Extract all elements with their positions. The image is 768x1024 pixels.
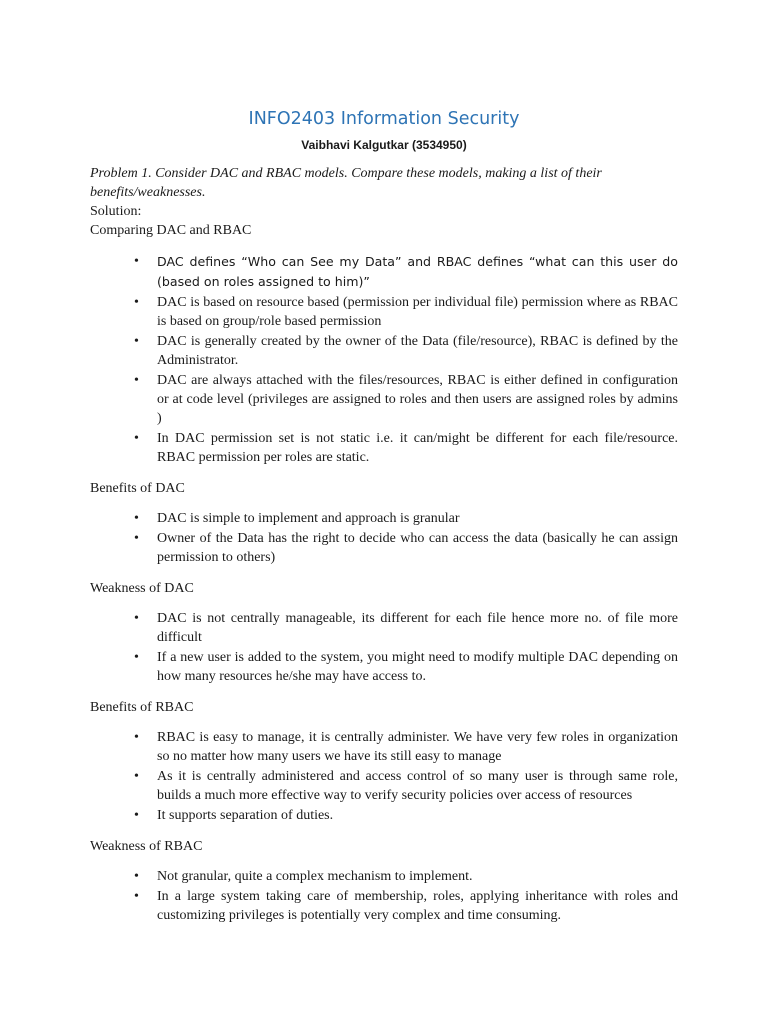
bullet-icon: •: [134, 531, 139, 546]
list-item-text: In DAC permission set is not static i.e. it can/might be different for each file/resource. RBAC permission per roles are static.: [157, 431, 678, 465]
bullet-icon: •: [134, 295, 139, 310]
document-title: INFO2403 Information Security: [248, 109, 520, 129]
list-item-text: If a new user is added to the system, you might need to modify multiple DAC depending on how many resources he/she may have access to.: [157, 650, 678, 684]
list-item-text: DAC is not centrally manageable, its different for each file hence more no. of file more difficult: [157, 611, 678, 645]
comparing-list: [90, 252, 678, 467]
spacer: [90, 498, 678, 509]
list-item: [90, 293, 678, 331]
list-item-text: RBAC is easy to manage, it is centrally administer. We have very few roles in organization so no matter how many users we have its still easy to manage: [157, 730, 678, 764]
list-item-text: DAC are always attached with the files/resources, RBAC is either defined in configuration or at code level (privileges are assigned to roles and then users are assigned roles by admins ): [157, 373, 678, 426]
weakness-rbac-list: [90, 867, 678, 925]
spacer: [90, 717, 678, 728]
list-item-text: In a large system taking care of membership, roles, applying inheritance with roles and customizing privileges is potentially very complex and time consuming.: [157, 889, 678, 923]
bullet-icon: •: [134, 511, 139, 526]
problem-statement: Problem 1. Consider DAC and RBAC models. Compare these models, making a list of their benefits/weaknesses.: [90, 166, 602, 200]
benefits-dac-list: [90, 509, 678, 567]
benefits-rbac-heading: Benefits of RBAC: [90, 700, 194, 715]
spacer: [90, 856, 678, 867]
bullet-icon: •: [134, 869, 139, 884]
list-item: [90, 252, 678, 292]
list-item: [90, 767, 678, 805]
weakness-dac-heading: Weakness of DAC: [90, 581, 194, 596]
list-item: [90, 728, 678, 766]
list-item: [90, 867, 678, 886]
spacer: [90, 687, 678, 698]
list-item: [90, 609, 678, 647]
weakness-dac-list: [90, 609, 678, 686]
bullet-icon: •: [134, 730, 139, 745]
list-item-text: DAC is based on resource based (permission per individual file) permission where as RBAC is based on group/role based permission: [157, 295, 678, 329]
list-item-text: DAC is simple to implement and approach is granular: [157, 511, 460, 526]
list-item-text: Owner of the Data has the right to decide who can access the data (basically he can assign permission to others): [157, 531, 678, 565]
bullet-icon: •: [134, 373, 139, 388]
bullet-icon: •: [134, 431, 139, 446]
list-item-text: DAC defines “Who can See my Data” and RBAC defines “what can this user do (based on roles assigned to him)”: [157, 254, 678, 289]
list-item: [90, 509, 678, 528]
bullet-icon: •: [134, 334, 139, 349]
spacer: [90, 468, 678, 479]
spacer: [90, 240, 678, 252]
bullet-icon: •: [134, 889, 139, 904]
list-item: [90, 648, 678, 686]
bullet-icon: •: [134, 611, 139, 626]
solution-label: Solution:: [90, 204, 142, 219]
list-item: [90, 429, 678, 467]
list-item: [90, 332, 678, 370]
bullet-icon: •: [134, 769, 139, 784]
benefits-dac-heading: Benefits of DAC: [90, 481, 185, 496]
spacer: [90, 568, 678, 579]
comparing-heading: Comparing DAC and RBAC: [90, 223, 252, 238]
list-item: [90, 887, 678, 925]
weakness-rbac-heading: Weakness of RBAC: [90, 839, 203, 854]
spacer: [90, 826, 678, 837]
list-item-text: Not granular, quite a complex mechanism to implement.: [157, 869, 473, 884]
list-item: [90, 806, 678, 825]
benefits-rbac-list: [90, 728, 678, 825]
document-body: [90, 164, 678, 926]
list-item-text: It supports separation of duties.: [157, 808, 334, 823]
author-line: Vaibhavi Kalgutkar (3534950): [301, 138, 467, 152]
bullet-icon: •: [134, 808, 139, 823]
list-item: [90, 371, 678, 428]
bullet-icon: •: [134, 650, 139, 665]
list-item-text: As it is centrally administered and access control of so many user is through same role, builds a much more effective way to verify security policies over access of resources: [157, 769, 678, 803]
list-item-text: DAC is generally created by the owner of the Data (file/resource), RBAC is defined by the Administrator.: [157, 334, 678, 368]
bullet-icon: •: [134, 254, 139, 269]
list-item: [90, 529, 678, 567]
spacer: [90, 598, 678, 609]
